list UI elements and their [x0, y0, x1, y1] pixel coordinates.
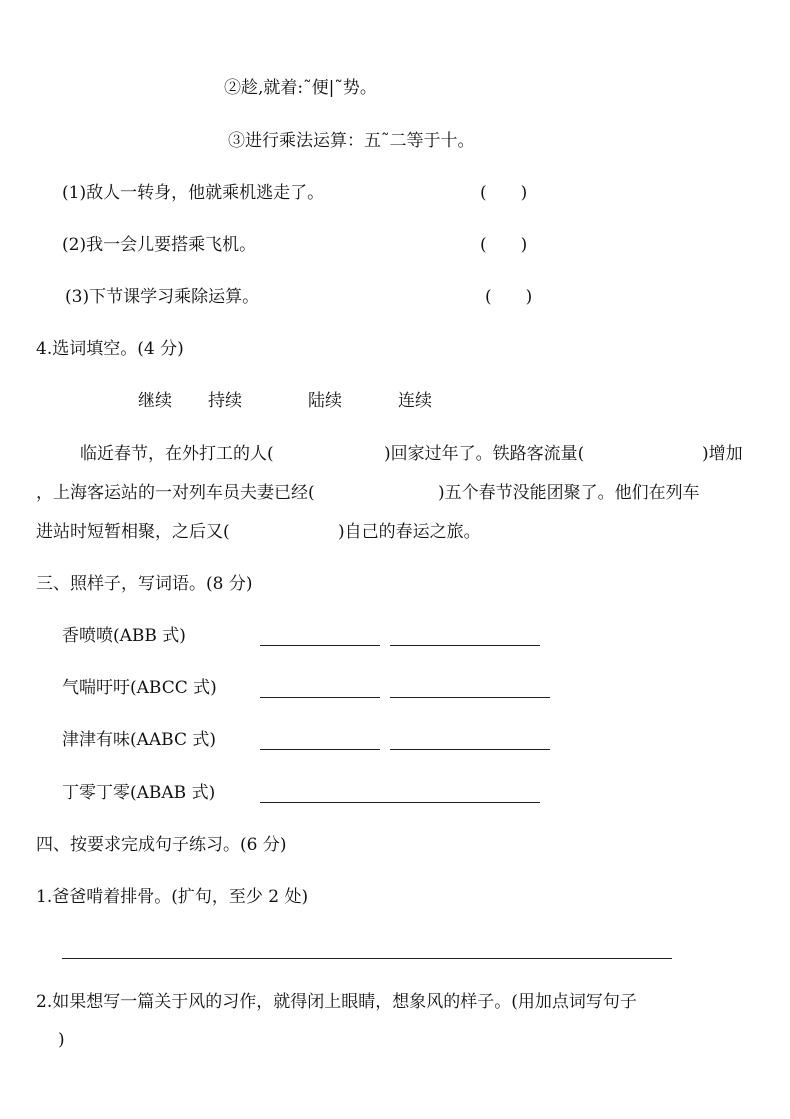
q4-word-4: 连续 — [398, 391, 432, 411]
q4-paragraph-line-1-part-c: )增加 — [702, 444, 743, 464]
section-3-item-1-label: 香喷喷(ABB 式) — [62, 626, 186, 646]
section-3-item-4-blank[interactable] — [260, 802, 540, 803]
section-4-question-1: 1.爸爸啃着排骨。(扩句，至少 2 处) — [36, 887, 309, 907]
q4-word-2: 持续 — [208, 391, 242, 411]
section-4-question-2-line-1: 2.如果想写一篇关于风的习作，就得闭上眼睛，想象风的样子。(用加点词写句子 — [36, 992, 637, 1012]
q3-item-2-answer-paren[interactable]: ( ) — [480, 235, 528, 255]
q4-word-3: 陆续 — [308, 391, 342, 411]
section-3-item-2-blank-1[interactable] — [260, 697, 380, 698]
q4-paragraph-line-2-part-b: )五个春节没能团聚了。他们在列车 — [438, 483, 700, 503]
q4-paragraph-line-3-part-a: 进站时短暂相聚，之后又( — [36, 522, 230, 542]
section-3-item-3-blank-2[interactable] — [390, 749, 550, 750]
q4-word-1: 继续 — [138, 391, 172, 411]
q3-item-3: (3)下节课学习乘除运算。 — [65, 287, 260, 307]
q3-item-2: (2)我一会儿要搭乘飞机。 — [62, 235, 257, 255]
q4-paragraph-line-2-part-a: ，上海客运站的一对列车员夫妻已经( — [36, 483, 315, 503]
q4-paragraph-line-1-part-b: )回家过年了。铁路客流量( — [384, 444, 585, 464]
q3-item-1: (1)敌人一转身，他就乘机逃走了。 — [62, 183, 325, 203]
q3-item-1-answer-paren[interactable]: ( ) — [480, 183, 528, 203]
q4-paragraph-line-1-part-a: 临近春节，在外打工的人( — [80, 444, 274, 464]
section-3-item-4-label: 丁零丁零(ABAB 式) — [62, 783, 216, 803]
section-3-item-2-blank-2[interactable] — [390, 697, 550, 698]
section-3-item-1-blank-2[interactable] — [390, 645, 540, 646]
section-3-item-3-label: 津津有味(AABC 式) — [62, 730, 217, 750]
section-3-item-1-blank-1[interactable] — [260, 645, 380, 646]
section-4-question-1-answer-line[interactable] — [62, 958, 672, 959]
section-3-item-3-blank-1[interactable] — [260, 749, 380, 750]
q4-paragraph-line-3-part-b: )自己的春运之旅。 — [338, 522, 481, 542]
meaning-2: ②趁,就着:˜便|˜势。 — [224, 78, 377, 98]
meaning-3: ③进行乘法运算：五˜二等于十。 — [228, 131, 475, 151]
q4-title: 4.选词填空。(4 分) — [36, 339, 184, 359]
section-4-question-2-line-2: ) — [58, 1030, 65, 1050]
section-3-item-2-label: 气喘吁吁(ABCC 式) — [62, 678, 217, 698]
section-4-title: 四、按要求完成句子练习。(6 分) — [36, 835, 287, 855]
q3-item-3-answer-paren[interactable]: ( ) — [485, 287, 533, 307]
section-3-title: 三、照样子，写词语。(8 分) — [36, 574, 253, 594]
